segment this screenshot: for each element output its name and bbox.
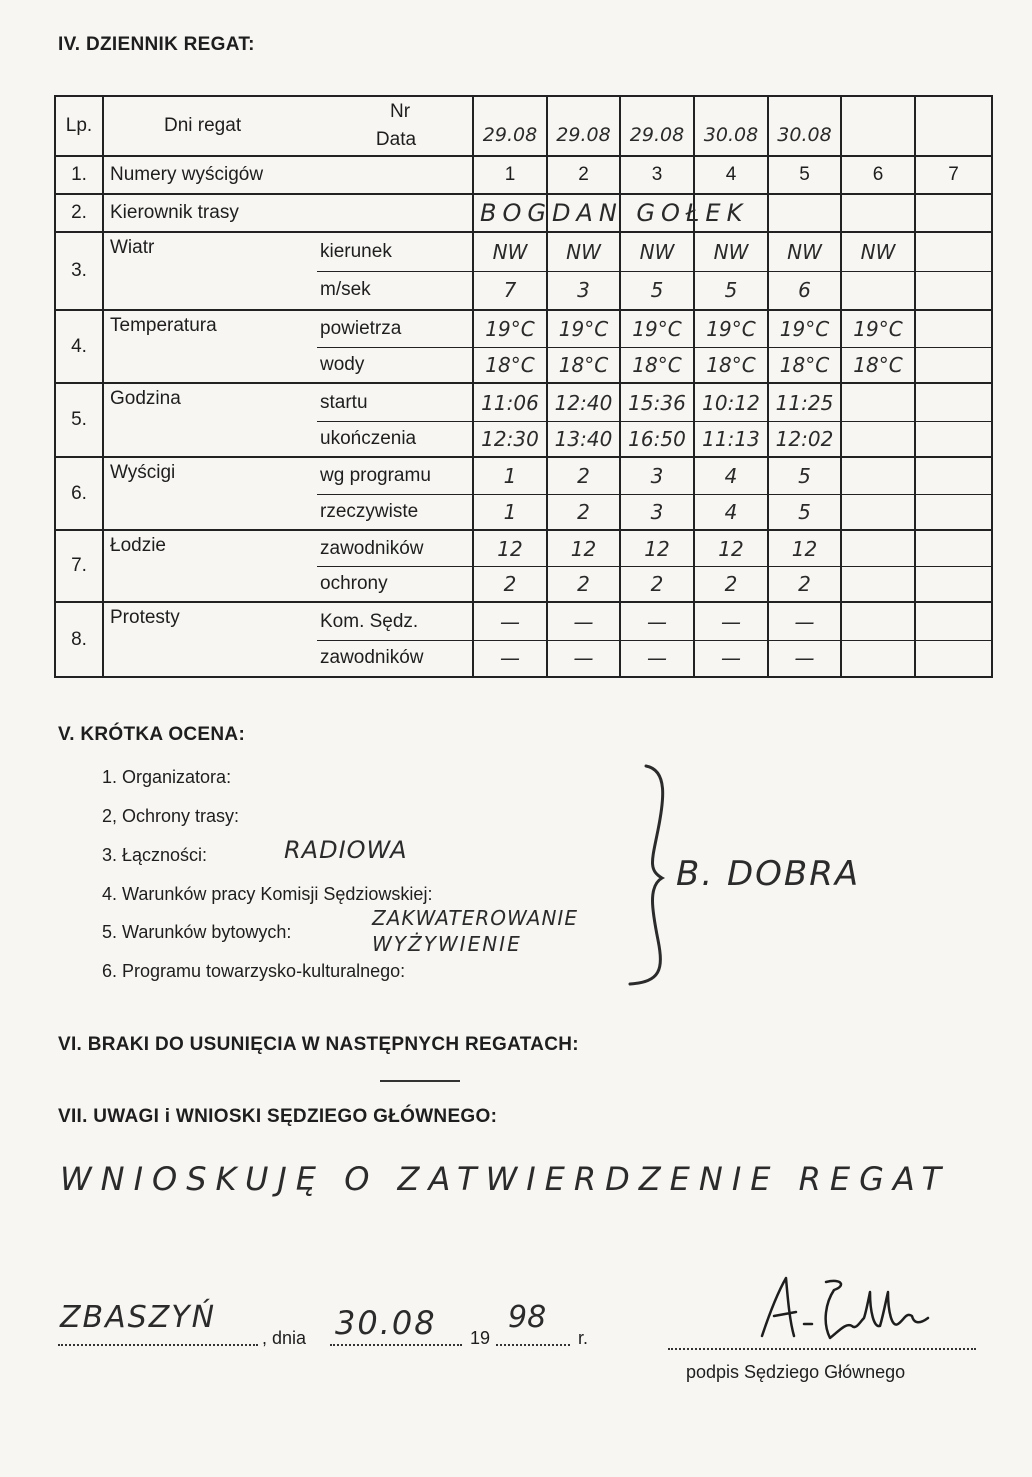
row6-value1-col3: 3 — [650, 464, 664, 488]
race-number-6: 6 — [872, 164, 884, 185]
row7-value1-col2: 12 — [570, 536, 597, 561]
row4-number: 4. — [71, 335, 87, 357]
row3-value2-col3: 5 — [650, 278, 664, 302]
header-dni-regat: Dni regat — [164, 115, 242, 136]
row3-value1-col5: NW — [787, 240, 822, 264]
date-cell-6 — [842, 115, 914, 155]
row5-value1-col3: 15:36 — [628, 390, 686, 415]
row8-sub1: Kom. Sędz. — [320, 610, 419, 632]
row6-value1-col4: 4 — [724, 464, 738, 488]
row5-value2-col1: 12:30 — [481, 426, 539, 451]
row8-value2-col5: — — [794, 646, 815, 670]
row5-number: 5. — [71, 409, 87, 430]
row5-sub1: startu — [320, 391, 368, 413]
race-number-5: 5 — [799, 164, 810, 185]
row4-label: Temperatura — [110, 315, 217, 336]
row5-label: Godzina — [110, 388, 181, 409]
row2-label: Kierownik trasy — [110, 202, 239, 223]
row4-value2-col7 — [916, 347, 991, 382]
row7-value2-col3: 2 — [650, 571, 664, 596]
signature-line — [668, 1348, 976, 1350]
row1-number: 1. — [71, 164, 87, 185]
row6-value1-col7 — [916, 458, 991, 494]
hand-place: ZBASZYŃ — [60, 1300, 217, 1335]
race-number-2: 2 — [578, 164, 589, 185]
row6-label: Wyścigi — [110, 462, 176, 483]
date-cell-5: 30.08 — [777, 124, 832, 146]
date-cell-3: 29.08 — [629, 124, 685, 146]
dash-mark — [380, 1080, 460, 1082]
ocena-item-3: 3. Łączności: — [102, 845, 208, 865]
hand-wyzywienie: WYŻYWIENIE — [372, 932, 522, 956]
row6-value2-col4: 4 — [724, 499, 738, 524]
row3-value1-col4: NW — [713, 240, 749, 264]
row7-value2-col1: 2 — [503, 571, 517, 596]
row6-value2-col5: 5 — [798, 499, 811, 524]
row6-value2-col2: 2 — [577, 499, 590, 524]
row4-value2-col1: 18°C — [485, 352, 535, 377]
row6-value2-col7 — [916, 494, 991, 529]
row3-value1-col6: NW — [860, 240, 896, 264]
row5-value2-col3: 16:50 — [628, 426, 686, 451]
row6-value2-col1: 1 — [503, 499, 517, 524]
year-prefix: 19 — [470, 1328, 491, 1348]
hand-year: 98 — [508, 1300, 547, 1335]
header-data: Data — [375, 129, 417, 150]
section5-title: V. KRÓTKA OCENA: — [58, 724, 246, 745]
date-line — [330, 1344, 462, 1346]
row7-value1-col3: 12 — [644, 536, 670, 561]
date-cell-7 — [916, 115, 991, 155]
race-number-3: 3 — [651, 164, 663, 185]
row5-value2-col4: 11:13 — [702, 426, 760, 451]
row3-number: 3. — [71, 260, 87, 281]
hand-wnioski: WNIOSKUJĘ O ZATWIERDZENIE REGAT — [60, 1160, 951, 1198]
row4-value2-col5: 18°C — [779, 352, 830, 377]
date-cell-2: 29.08 — [556, 124, 611, 146]
row4-value1-col3: 19°C — [632, 317, 682, 341]
row4-sub2: wody — [320, 353, 365, 375]
row4-value1-col5: 19°C — [779, 317, 830, 341]
signature-label: podpis Sędziego Głównego — [686, 1362, 906, 1382]
row7-value2-col4: 2 — [724, 571, 738, 596]
row7-value2-col2: 2 — [577, 571, 590, 596]
row5-value1-col2: 12:40 — [554, 390, 613, 415]
row3-value2-col2: 3 — [577, 278, 590, 302]
race-number-1: 1 — [504, 164, 516, 185]
row3-value1-col1: NW — [492, 240, 528, 264]
row3-value2-col5: 6 — [798, 278, 811, 302]
row3-value2-col7 — [916, 271, 991, 309]
row6-value1-col5: 5 — [798, 464, 811, 488]
row6-sub2: rzeczywiste — [320, 500, 419, 522]
row8-value1-col3: — — [647, 609, 667, 634]
row5-value2-col5: 12:02 — [775, 426, 834, 451]
ocena-item-6: 6. Programu towarzysko-kulturalnego: — [102, 961, 406, 981]
row3-value1-col7 — [916, 233, 991, 271]
row8-number: 8. — [71, 628, 87, 650]
row7-value1-col4: 12 — [718, 536, 744, 561]
row6-value1-col2: 2 — [577, 464, 590, 488]
row4-value2-col3: 18°C — [632, 352, 682, 377]
row6-value1-col1: 1 — [503, 464, 517, 488]
row7-value1-col5: 12 — [791, 536, 818, 561]
row8-value1-col7 — [916, 603, 991, 640]
row4-value2-col4: 18°C — [706, 352, 756, 377]
row4-sub1: powietrza — [320, 318, 402, 339]
row7-value1-col7 — [916, 531, 991, 566]
race-number-7: 7 — [948, 164, 959, 185]
row8-value1-col2: — — [573, 609, 594, 634]
row5-value2-col7 — [916, 421, 991, 456]
place-line — [58, 1344, 258, 1346]
date-cell-4: 30.08 — [703, 124, 759, 146]
row6-value1-col6 — [842, 458, 914, 494]
row8-sub2: zawodników — [320, 647, 424, 668]
section7-title: VII. UWAGI i WNIOSKI SĘDZIEGO GŁÓWNEGO: — [58, 1106, 498, 1127]
row7-number: 7. — [71, 555, 87, 576]
date-cell-1: 29.08 — [482, 124, 538, 146]
hand-ocena-overall: B. DOBRA — [676, 854, 861, 894]
row8-value2-col1: — — [500, 646, 520, 670]
row3-value2-col4: 5 — [724, 278, 738, 302]
row5-value1-col1: 11:06 — [481, 390, 539, 415]
row5-value1-col5: 11:25 — [775, 390, 834, 415]
curly-brace-icon — [618, 760, 678, 990]
row4-value2-col6: 18°C — [853, 352, 903, 377]
row3-sub1: kierunek — [320, 241, 392, 262]
ocena-item-4: 4. Warunków pracy Komisji Sędziowskiej: — [102, 884, 433, 904]
header-nr: Nr — [389, 101, 411, 122]
row8-value1-col4: — — [721, 609, 741, 634]
row6-value2-col3: 3 — [650, 499, 664, 524]
row8-value2-col4: — — [721, 646, 741, 670]
row2-kierownik-value: BOGDAN GOŁEK — [480, 199, 749, 227]
row6-value2-col6 — [842, 494, 914, 529]
row8-value1-col5: — — [794, 609, 815, 634]
row8-label: Protesty — [110, 607, 180, 628]
row7-value1-col1: 12 — [497, 536, 523, 561]
row5-value2-col6 — [842, 421, 914, 456]
row7-sub2: ochrony — [320, 572, 388, 594]
row8-value2-col2: — — [573, 646, 594, 670]
row3-value2-col6 — [842, 271, 914, 309]
hand-lacznosci: RADIOWA — [284, 836, 408, 864]
row3-value1-col2: NW — [566, 240, 601, 264]
r-label: r. — [578, 1328, 589, 1348]
row3-value1-col3: NW — [639, 240, 675, 264]
row6-sub1: wg programu — [320, 465, 431, 486]
row5-value1-col6 — [842, 384, 914, 421]
ocena-item-1: 1. Organizatora: — [102, 767, 232, 787]
row7-value2-col6 — [842, 566, 914, 601]
section4-title: IV. DZIENNIK REGAT: — [58, 34, 255, 55]
row4-value1-col6: 19°C — [853, 317, 903, 341]
row4-value2-col2: 18°C — [558, 352, 609, 377]
race-number-4: 4 — [725, 164, 737, 185]
row4-value1-col1: 19°C — [485, 317, 535, 341]
row8-value1-col6 — [842, 603, 914, 640]
row4-value1-col7 — [916, 311, 991, 347]
row1-label: Numery wyścigów — [110, 164, 264, 185]
header-lp: Lp. — [65, 115, 93, 136]
row8-value2-col3: — — [647, 646, 667, 670]
row5-sub2: ukończenia — [320, 427, 417, 449]
row6-number: 6. — [71, 482, 87, 504]
ocena-item-5: 5. Warunków bytowych: — [102, 922, 292, 942]
dnia-label: , dnia — [262, 1328, 307, 1348]
hand-zakwaterowanie: ZAKWATEROWANIE — [372, 906, 578, 930]
row2-number: 2. — [71, 202, 87, 223]
row3-value2-col1: 7 — [503, 278, 517, 302]
row7-value1-col6 — [842, 531, 914, 566]
hand-date: 30.08 — [335, 1304, 437, 1342]
row7-value2-col5: 2 — [798, 571, 811, 596]
row5-value1-col7 — [916, 384, 991, 421]
row4-value1-col4: 19°C — [706, 317, 756, 341]
row3-label: Wiatr — [110, 237, 155, 258]
row5-value1-col4: 10:12 — [702, 390, 760, 415]
row7-label: Łodzie — [110, 535, 166, 556]
section6-title: VI. BRAKI DO USUNIĘCIA W NASTĘPNYCH REGATACH: — [58, 1034, 579, 1055]
row3-sub2: m/sek — [320, 279, 371, 300]
row4-value1-col2: 19°C — [558, 317, 609, 341]
row8-value1-col1: — — [500, 609, 520, 634]
row7-sub1: zawodników — [320, 537, 424, 559]
ocena-item-2: 2, Ochrony trasy: — [102, 806, 240, 826]
row8-value2-col7 — [916, 640, 991, 676]
row5-value2-col2: 13:40 — [554, 426, 613, 451]
row8-value2-col6 — [842, 640, 914, 676]
signature-icon — [756, 1272, 946, 1348]
year-line — [496, 1344, 570, 1346]
row7-value2-col7 — [916, 566, 991, 601]
